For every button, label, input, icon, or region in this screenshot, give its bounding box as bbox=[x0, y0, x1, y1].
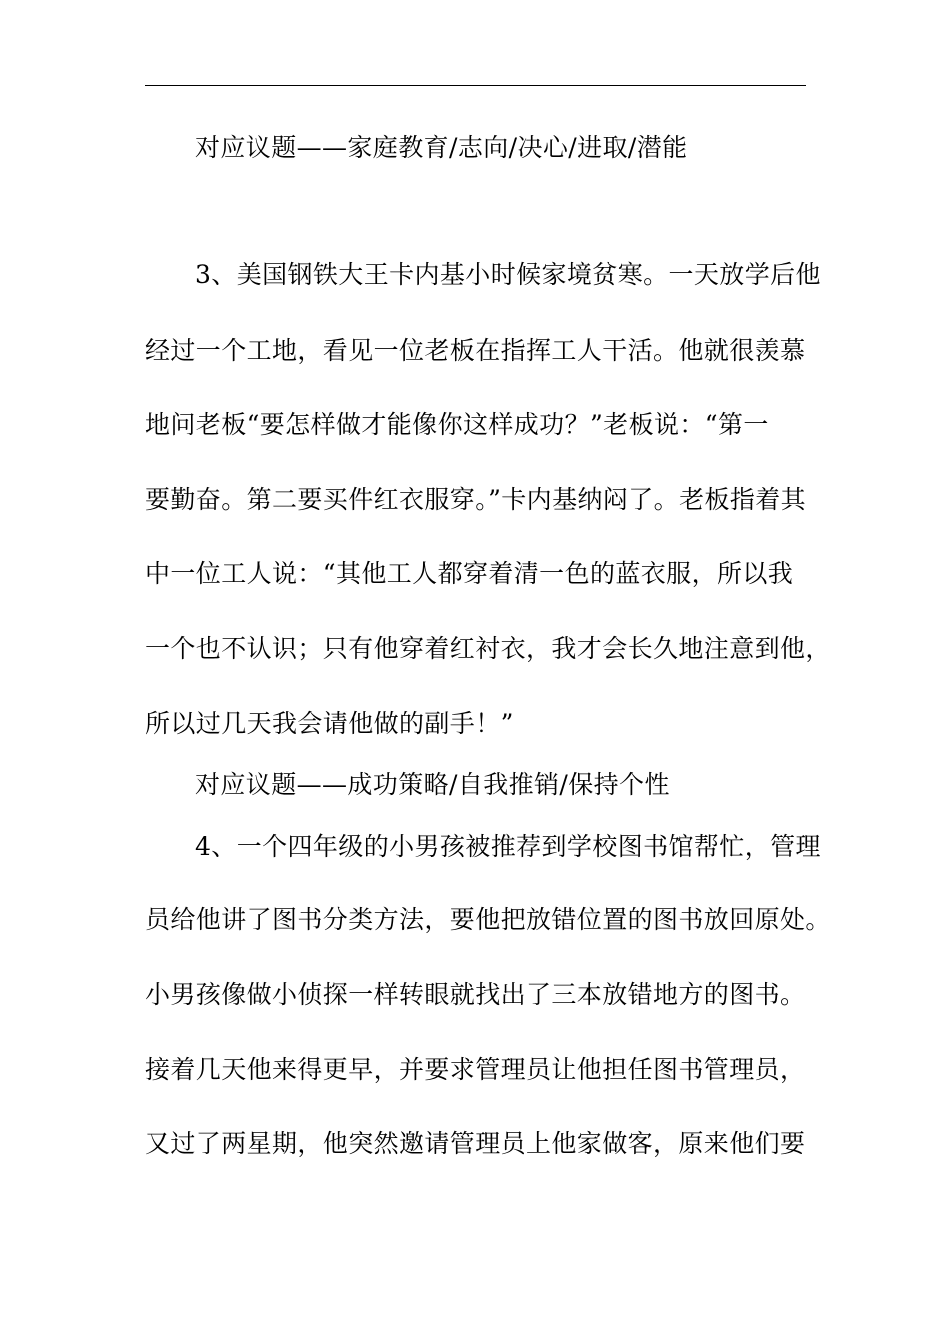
paragraph-3-line-1: 3、美国钢铁大王卡内基小时候家境贫寒。一天放学后他 bbox=[195, 260, 821, 289]
paragraph-3-line-5: 中一位工人说：“其他工人都穿着清一色的蓝衣服，所以我 bbox=[145, 559, 794, 588]
topic-line-success-strategy: 对应议题——成功策略/自我推销/保持个性 bbox=[195, 770, 670, 799]
paragraph-4-line-1: 4、一个四年级的小男孩被推荐到学校图书馆帮忙，管理 bbox=[195, 832, 821, 861]
paragraph-4-line-3: 小男孩像做小侦探一样转眼就找出了三本放错地方的图书。 bbox=[145, 980, 806, 1009]
paragraph-3-line-6: 一个也不认识；只有他穿着红衬衣，我才会长久地注意到他， bbox=[145, 634, 831, 663]
header-rule bbox=[145, 85, 806, 86]
paragraph-3-line-2: 经过一个工地，看见一位老板在指挥工人干活。他就很羡慕 bbox=[145, 336, 806, 365]
paragraph-3-line-7: 所以过几天我会请他做的副手！” bbox=[145, 709, 514, 738]
paragraph-4-line-5: 又过了两星期，他突然邀请管理员上他家做客，原来他们要 bbox=[145, 1129, 806, 1158]
paragraph-3-line-3: 地问老板“要怎样做才能像你这样成功？”老板说：“第一 bbox=[145, 410, 769, 439]
paragraph-4-line-2: 员给他讲了图书分类方法，要他把放错位置的图书放回原处。 bbox=[145, 905, 831, 934]
paragraph-3-line-4: 要勤奋。第二要买件红衣服穿。”卡内基纳闷了。老板指着其 bbox=[145, 485, 807, 514]
paragraph-4-line-4: 接着几天他来得更早，并要求管理员让他担任图书管理员， bbox=[145, 1055, 806, 1084]
topic-line-family-education: 对应议题——家庭教育/志向/决心/进取/潜能 bbox=[195, 133, 688, 162]
